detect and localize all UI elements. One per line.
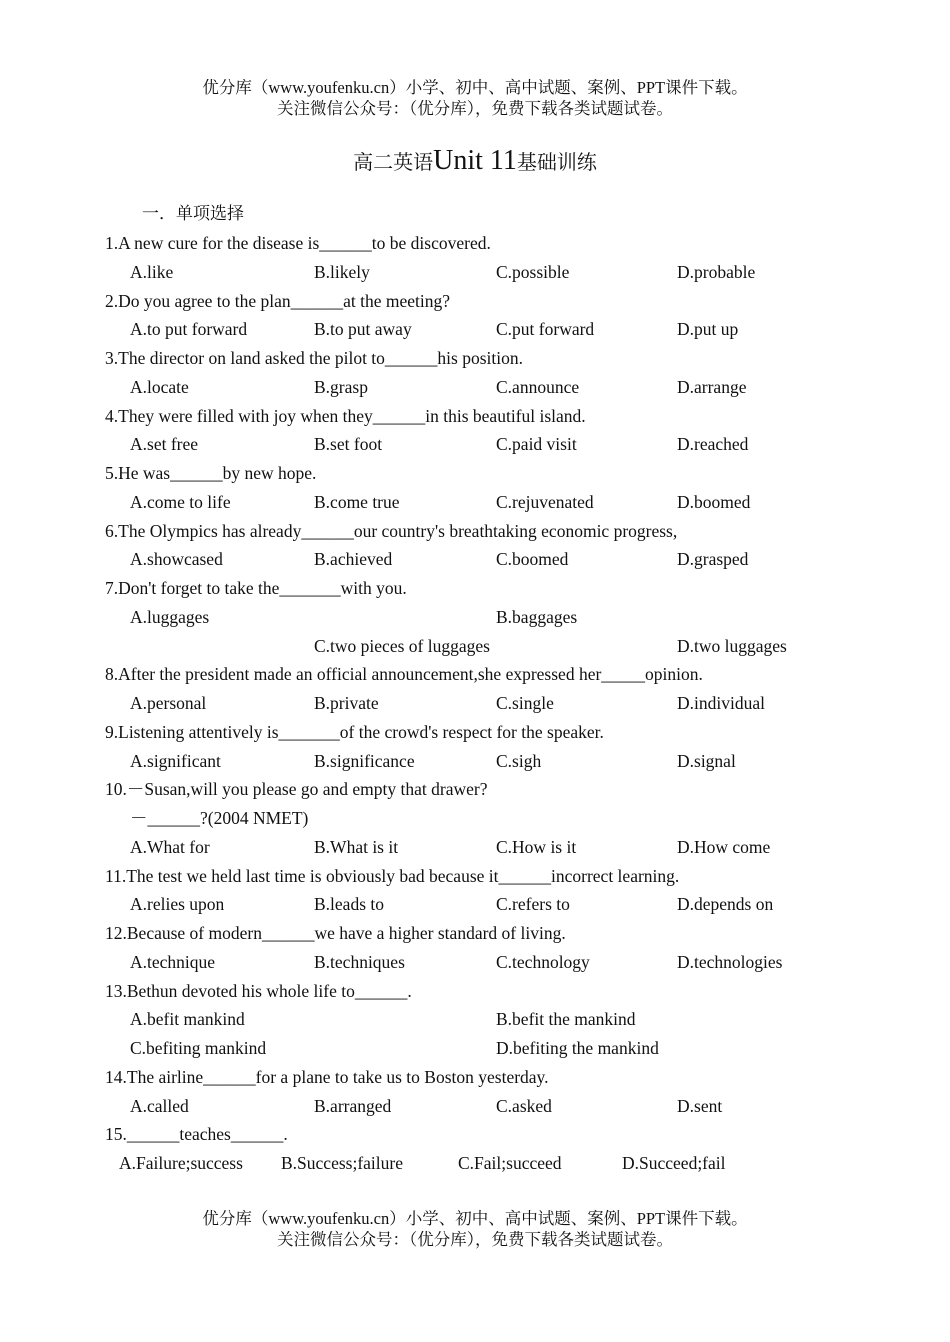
option-c: C.paid visit: [496, 434, 577, 455]
question-options-8: [0, 689, 950, 718]
option-c: C.sigh: [496, 750, 542, 771]
option-b: B.private: [314, 693, 379, 713]
option-b: B.Success;failure: [281, 1153, 403, 1173]
question-text: 11.The test we held last time is obviously bad because it______incorrect learning.: [105, 865, 680, 886]
question-stem-9: [0, 718, 950, 747]
question-options-9: [0, 747, 950, 776]
option-b: B.likely: [314, 261, 370, 282]
page-header: [0, 77, 950, 119]
question-stem-13: [0, 977, 950, 1006]
option-b: B.significance: [314, 750, 415, 771]
option-d: D.reached: [677, 434, 749, 455]
option-d: D.arrange: [677, 376, 747, 397]
option-b: B.achieved: [314, 549, 393, 570]
option-d: D.depends on: [677, 894, 774, 915]
option-b: B.befit the mankind: [496, 1009, 636, 1030]
question-options-11: [0, 890, 950, 919]
option-d: D.Succeed;fail: [622, 1153, 726, 1173]
option-c: C.single: [496, 693, 554, 713]
question-text: 14.The airline______for a plane to take us to Boston yesterday.: [105, 1066, 549, 1087]
header-line-2: 关注微信公众号：（优分库），免费下载各类试题试卷。: [277, 99, 673, 118]
option-a: A.called: [130, 1095, 189, 1116]
option-a: A.showcased: [130, 549, 223, 570]
option-c: C.technology: [496, 951, 590, 972]
option-c: C.Fail;succeed: [458, 1153, 562, 1173]
option-a: A.Failure;success: [119, 1153, 243, 1173]
question-text: 10.－Susan,will you please go and empty that drawer?: [105, 779, 488, 800]
question-options-4: [0, 430, 950, 459]
question-options-13b: [0, 1034, 950, 1063]
option-a: A.set free: [130, 434, 199, 455]
option-d: D.boomed: [677, 491, 751, 512]
option-c: C.put forward: [496, 319, 595, 340]
question-options-12: [0, 948, 950, 977]
option-a: A.technique: [130, 951, 216, 972]
option-c: C.rejuvenated: [496, 491, 594, 512]
option-b: B.to put away: [314, 319, 412, 340]
option-b: B.arranged: [314, 1095, 392, 1116]
option-c: C.befiting mankind: [130, 1038, 267, 1058]
question-stem-8: [0, 660, 950, 689]
option-c: C.How is it: [496, 836, 577, 857]
option-a: A.What for: [130, 836, 210, 857]
question-text: 12.Because of modern______we have a higher standard of living.: [105, 923, 566, 943]
question-text: 7.Don't forget to take the_______with you.: [105, 578, 407, 598]
question-stem-1: [0, 229, 950, 258]
option-b: B.grasp: [314, 376, 368, 397]
option-a: A.to put forward: [130, 319, 248, 340]
question-text: 9.Listening attentively is_______of the crowd's respect for the speaker.: [105, 721, 604, 742]
question-stem-5: [0, 459, 950, 488]
question-options-5: [0, 488, 950, 517]
question-text: 3.The director on land asked the pilot to______his position.: [105, 348, 523, 368]
question-text: 8.After the president made an official announcement,she expressed her_____opinion.: [105, 664, 703, 685]
question-stem-2: [0, 287, 950, 316]
question-stem-7: [0, 574, 950, 603]
option-d: D.grasped: [677, 549, 749, 570]
option-a: A.personal: [130, 693, 207, 713]
option-b: B.techniques: [314, 951, 405, 972]
option-a: A.come to life: [130, 491, 231, 512]
dialogue-reply: －______?(2004 NMET): [130, 808, 309, 828]
title-unit: Unit 11: [433, 145, 517, 176]
question-stem-15: [0, 1120, 950, 1149]
question-options-1: [0, 258, 950, 287]
option-d: D.two luggages: [677, 635, 787, 656]
option-d: D.individual: [677, 693, 765, 713]
question-stem-3: [0, 344, 950, 373]
title-suffix: 基础训练: [516, 152, 597, 174]
question-stem-14: [0, 1063, 950, 1092]
question-options-7a: [0, 603, 950, 632]
question-text: 13.Bethun devoted his whole life to______.: [105, 980, 412, 1001]
question-options-6: [0, 545, 950, 574]
question-stem-4: [0, 402, 950, 431]
option-a: A.relies upon: [130, 894, 225, 915]
option-d: D.How come: [677, 836, 771, 857]
question-options-15: [0, 1149, 950, 1178]
option-d: D.sent: [677, 1095, 723, 1116]
option-b: B.What is it: [314, 836, 399, 857]
option-a: A.befit mankind: [130, 1009, 245, 1030]
footer-line-2: 关注微信公众号：（优分库），免费下载各类试题试卷。: [277, 1230, 673, 1249]
question-stem-6: [0, 517, 950, 546]
option-b: B.come true: [314, 491, 400, 512]
question-text: 6.The Olympics has already______our country's breathtaking economic progress,: [105, 520, 678, 541]
option-c: C.refers to: [496, 894, 570, 915]
question-reply-10: [0, 804, 950, 833]
question-options-7b: [0, 632, 950, 661]
option-b: B.baggages: [496, 606, 578, 627]
question-text: 2.Do you agree to the plan______at the meeting?: [105, 290, 451, 311]
option-a: A.luggages: [130, 606, 210, 627]
option-d: D.technologies: [677, 951, 783, 972]
title-prefix: 高二英语: [353, 152, 434, 174]
option-c: C.announce: [496, 376, 580, 397]
section-heading: 一．单项选择: [142, 204, 244, 223]
question-options-2: [0, 315, 950, 344]
question-text: 15.______teaches______.: [105, 1124, 288, 1145]
question-text: 1.A new cure for the disease is______to be discovered.: [105, 233, 491, 253]
option-a: A.significant: [130, 750, 221, 771]
option-b: B.set foot: [314, 434, 383, 455]
question-stem-12: [0, 919, 950, 948]
option-d: D.befiting the mankind: [496, 1038, 659, 1058]
option-b: B.leads to: [314, 894, 384, 915]
question-text: 4.They were filled with joy when they______in this beautiful island.: [105, 405, 586, 426]
question-options-3: [0, 373, 950, 402]
option-c: C.possible: [496, 261, 570, 282]
question-options-13a: [0, 1005, 950, 1034]
question-options-10: [0, 833, 950, 862]
question-stem-10: [0, 775, 950, 804]
option-c: C.two pieces of luggages: [314, 635, 490, 656]
option-a: A.locate: [130, 376, 189, 397]
option-d: D.put up: [677, 319, 739, 340]
question-text: 5.He was______by new hope.: [105, 463, 317, 483]
question-options-14: [0, 1092, 950, 1121]
page-footer: [0, 1208, 950, 1250]
question-list: [0, 229, 950, 1178]
header-line-1: 优分库（www.youfenku.cn）小学、初中、高中试题、案例、PPT课件下载。: [202, 78, 748, 97]
option-d: D.signal: [677, 750, 736, 771]
question-stem-11: [0, 862, 950, 891]
option-a: A.like: [130, 261, 174, 282]
option-c: C.asked: [496, 1095, 552, 1116]
option-c: C.boomed: [496, 549, 569, 570]
option-d: D.probable: [677, 261, 756, 282]
footer-line-1: 优分库（www.youfenku.cn）小学、初中、高中试题、案例、PPT课件下载。: [202, 1209, 748, 1228]
page-title: [0, 143, 950, 181]
